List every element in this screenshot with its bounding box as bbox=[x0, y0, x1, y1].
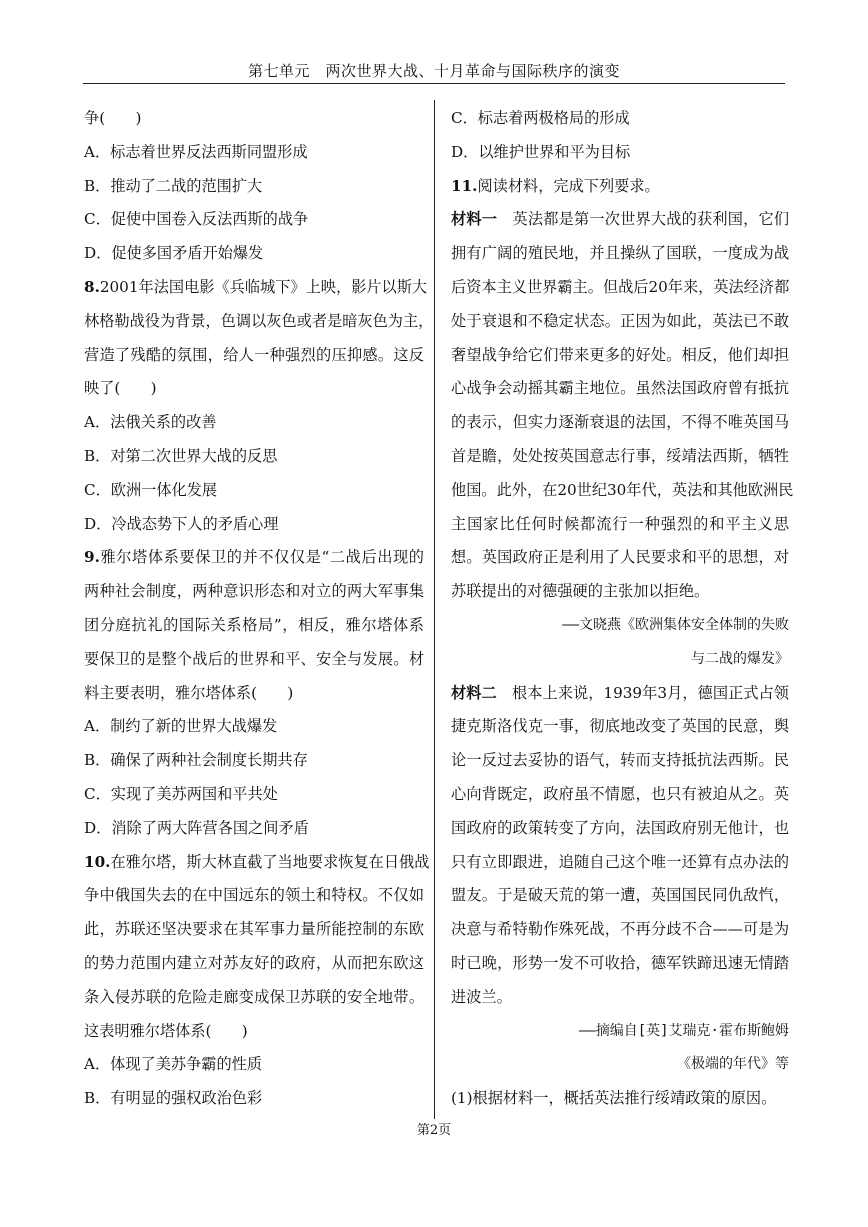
text-line bbox=[84, 541, 424, 575]
text-line bbox=[84, 778, 424, 812]
line-text: A．制约了新的世界大战爆发 bbox=[84, 717, 278, 736]
line-text: C．标志着两极格局的形成 bbox=[451, 109, 630, 127]
line-text: 后资本主义世界霸主。但战后20年来，英法经济都 bbox=[451, 277, 790, 296]
text-line bbox=[451, 237, 789, 271]
question-number: 材料一 bbox=[451, 210, 498, 229]
line-text: 争( ) bbox=[84, 109, 142, 127]
line-text: 论一反过去妥协的语气，转而支持抵抗法西斯。民 bbox=[451, 751, 789, 770]
text-line bbox=[451, 508, 789, 542]
line-text: 根本上来说，1939年3月，德国正式占领 bbox=[496, 683, 789, 702]
line-text: 映了( ) bbox=[84, 379, 157, 398]
line-text: C．促使中国卷入反法西斯的战争 bbox=[84, 210, 309, 229]
text-line bbox=[451, 406, 789, 440]
line-text: A．法俄关系的改善 bbox=[84, 413, 217, 432]
text-line bbox=[451, 440, 789, 474]
text-line bbox=[84, 1048, 424, 1082]
text-line bbox=[84, 879, 424, 913]
source-citation-line bbox=[451, 609, 789, 643]
left-column bbox=[84, 102, 434, 1116]
text-line bbox=[84, 136, 424, 170]
text-line bbox=[84, 1082, 424, 1116]
line-text: 决意与希特勒作殊死战，不再分歧不合——可是为 bbox=[451, 920, 789, 939]
line-text: ——文晓燕《欧洲集体安全体制的失败 bbox=[562, 616, 789, 633]
question-number: 10. bbox=[84, 852, 111, 871]
text-line bbox=[451, 846, 789, 880]
line-text: ——摘编自[英]艾瑞克·霍布斯鲍姆 bbox=[578, 1022, 789, 1039]
line-text: 条入侵苏联的危险走廊变成保卫苏联的安全地带。 bbox=[84, 987, 424, 1006]
line-text: 《极端的年代》等 bbox=[677, 1056, 789, 1073]
line-text: 2001年法国电影《兵临城下》上映，影片以斯大 bbox=[99, 277, 428, 296]
line-text: 阅读材料，完成下列要求。 bbox=[477, 176, 660, 195]
line-text: 英法都是第一次世界大战的获利国，它们 bbox=[497, 210, 790, 229]
text-line bbox=[451, 372, 789, 406]
header-divider bbox=[83, 83, 785, 84]
text-line bbox=[451, 136, 789, 170]
text-line bbox=[84, 677, 424, 711]
text-line bbox=[84, 440, 424, 474]
text-line bbox=[451, 879, 789, 913]
line-text: A．体现了美苏争霸的性质 bbox=[84, 1055, 263, 1074]
text-line bbox=[84, 575, 424, 609]
line-text: C．欧洲一体化发展 bbox=[84, 480, 218, 499]
text-line bbox=[451, 203, 789, 237]
line-text: 营造了残酷的氛围，给人一种强烈的压抑感。这反 bbox=[84, 345, 424, 364]
line-text: 只有立即跟进，追随自己这个唯一还算有点办法的 bbox=[451, 852, 789, 871]
line-text: 拥有广阔的殖民地，并且操纵了国联，一度成为战 bbox=[451, 244, 789, 263]
text-line bbox=[451, 1082, 789, 1116]
text-line bbox=[451, 305, 789, 339]
text-line bbox=[84, 203, 424, 237]
text-line bbox=[84, 981, 424, 1015]
line-text: D．消除了两大阵营各国之间矛盾 bbox=[84, 818, 309, 837]
text-line bbox=[84, 271, 428, 305]
text-line bbox=[84, 812, 424, 846]
line-text: 的势力范围内建立对苏友好的政府，从而把东欧这 bbox=[84, 953, 424, 972]
line-text: 料主要表明，雅尔塔体系( ) bbox=[84, 683, 294, 702]
text-line bbox=[451, 744, 789, 778]
text-line bbox=[451, 710, 789, 744]
line-text: 与二战的爆发》 bbox=[691, 650, 789, 667]
text-line bbox=[451, 947, 789, 981]
text-line bbox=[84, 102, 424, 136]
line-text: 国政府的政策转变了方向，法国政府别无他计，也 bbox=[451, 818, 789, 837]
text-line bbox=[84, 305, 434, 339]
question-number: 8. bbox=[84, 277, 100, 296]
line-text: (1)根据材料一，概括英法推行绥靖政策的原因。 bbox=[451, 1089, 777, 1108]
line-text: 处于衰退和不稳定状态。正因为如此，英法已不敢 bbox=[451, 311, 789, 330]
text-line bbox=[451, 102, 789, 136]
text-line bbox=[84, 710, 424, 744]
line-text: 团分庭抗礼的国际关系格局”，相反，雅尔塔体系 bbox=[84, 615, 424, 634]
line-text: 苏联提出的对德强硬的主张加以拒绝。 bbox=[451, 582, 710, 601]
line-text: A．标志着世界反法西斯同盟形成 bbox=[84, 142, 308, 161]
line-text: D．冷战态势下人的矛盾心理 bbox=[84, 514, 279, 533]
line-text: B．有明显的强权政治色彩 bbox=[84, 1089, 263, 1108]
question-number: 11. bbox=[451, 176, 478, 195]
text-line bbox=[84, 1015, 424, 1049]
text-line bbox=[451, 778, 789, 812]
line-text: 想。英国政府正是利用了人民要求和平的思想，对 bbox=[451, 548, 789, 567]
text-line bbox=[451, 541, 789, 575]
line-text: 捷克斯洛伐克一事，彻底地改变了英国的民意，舆 bbox=[451, 717, 789, 736]
line-text: 心向背既定，政府虽不情愿，也只有被迫从之。英 bbox=[451, 784, 789, 803]
source-citation-line bbox=[451, 1015, 789, 1049]
line-text: 林格勒战役为背景，色调以灰色或者是暗灰色为主， bbox=[84, 311, 434, 330]
line-text: 争中俄国失去的在中国远东的领土和特权。不仅如 bbox=[84, 886, 424, 905]
line-text: 雅尔塔体系要保卫的并不仅仅是“二战后出现的 bbox=[99, 548, 424, 567]
text-line bbox=[84, 339, 424, 373]
line-text: B．推动了二战的范围扩大 bbox=[84, 176, 263, 195]
source-citation-line bbox=[451, 1048, 789, 1082]
text-line bbox=[451, 170, 789, 204]
text-line bbox=[84, 508, 424, 542]
line-text: D．促使多国矛盾开始爆发 bbox=[84, 244, 264, 263]
line-text: 进波兰。 bbox=[451, 987, 512, 1006]
line-text: 盟友。于是破天荒的第一遭，英国国民同仇敌忾， bbox=[451, 886, 789, 905]
line-text: D．以维护世界和平为目标 bbox=[451, 142, 631, 161]
question-number: 材料二 bbox=[451, 683, 497, 702]
text-line bbox=[84, 609, 424, 643]
text-line bbox=[84, 744, 424, 778]
line-text: 这表明雅尔塔体系( ) bbox=[84, 1021, 248, 1040]
text-line bbox=[451, 913, 789, 947]
line-text: 的表示，但实力逐渐衰退的法国，不得不唯英国马 bbox=[451, 413, 789, 432]
line-text: 奢望战争给它们带来更多的好处。相反，他们却担 bbox=[451, 345, 789, 364]
source-citation-line bbox=[451, 643, 789, 677]
line-text: 两种社会制度，两种意识形态和对立的两大军事集 bbox=[84, 582, 424, 601]
text-line bbox=[84, 170, 424, 204]
text-line bbox=[84, 913, 424, 947]
text-line bbox=[451, 339, 789, 373]
text-line bbox=[84, 237, 424, 271]
text-line bbox=[84, 406, 424, 440]
line-text: 在雅尔塔，斯大林直截了当地要求恢复在日俄战 bbox=[110, 852, 430, 871]
text-line bbox=[451, 271, 789, 305]
page-header: 第七单元 两次世界大战、十月革命与国际秩序的演变 bbox=[247, 62, 620, 80]
page-number: 第2页 bbox=[416, 1123, 452, 1138]
text-line bbox=[84, 643, 424, 677]
line-text: B．对第二次世界大战的反思 bbox=[84, 446, 278, 465]
text-line bbox=[451, 474, 794, 508]
text-line bbox=[84, 947, 424, 981]
line-text: B．确保了两种社会制度长期共存 bbox=[84, 751, 308, 770]
text-line bbox=[451, 812, 789, 846]
column-divider bbox=[434, 100, 435, 1119]
line-text: 心战争会动摇其霸主地位。虽然法国政府曾有抵抗 bbox=[451, 379, 789, 398]
line-text: 首是瞻，处处按英国意志行事，绥靖法西斯，牺牲 bbox=[451, 446, 789, 465]
line-text: 要保卫的是整个战后的世界和平、安全与发展。材 bbox=[84, 649, 424, 668]
line-text: C．实现了美苏两国和平共处 bbox=[84, 784, 278, 803]
text-line bbox=[84, 474, 424, 508]
text-line bbox=[451, 981, 789, 1015]
text-line bbox=[451, 575, 789, 609]
line-text: 此，苏联还坚决要求在其军事力量所能控制的东欧 bbox=[84, 920, 424, 939]
line-text: 他国。此外，在20世纪30年代，英法和其他欧洲民 bbox=[451, 480, 794, 499]
question-number: 9. bbox=[84, 548, 100, 567]
text-line bbox=[84, 372, 424, 406]
text-line bbox=[84, 846, 430, 880]
line-text: 时已晚，形势一发不可收拾，德军铁蹄迅速无情踏 bbox=[451, 953, 789, 972]
text-line bbox=[451, 677, 789, 711]
line-text: 主国家比任何时候都流行一种强烈的和平主义思 bbox=[451, 514, 789, 533]
right-column bbox=[451, 102, 794, 1116]
